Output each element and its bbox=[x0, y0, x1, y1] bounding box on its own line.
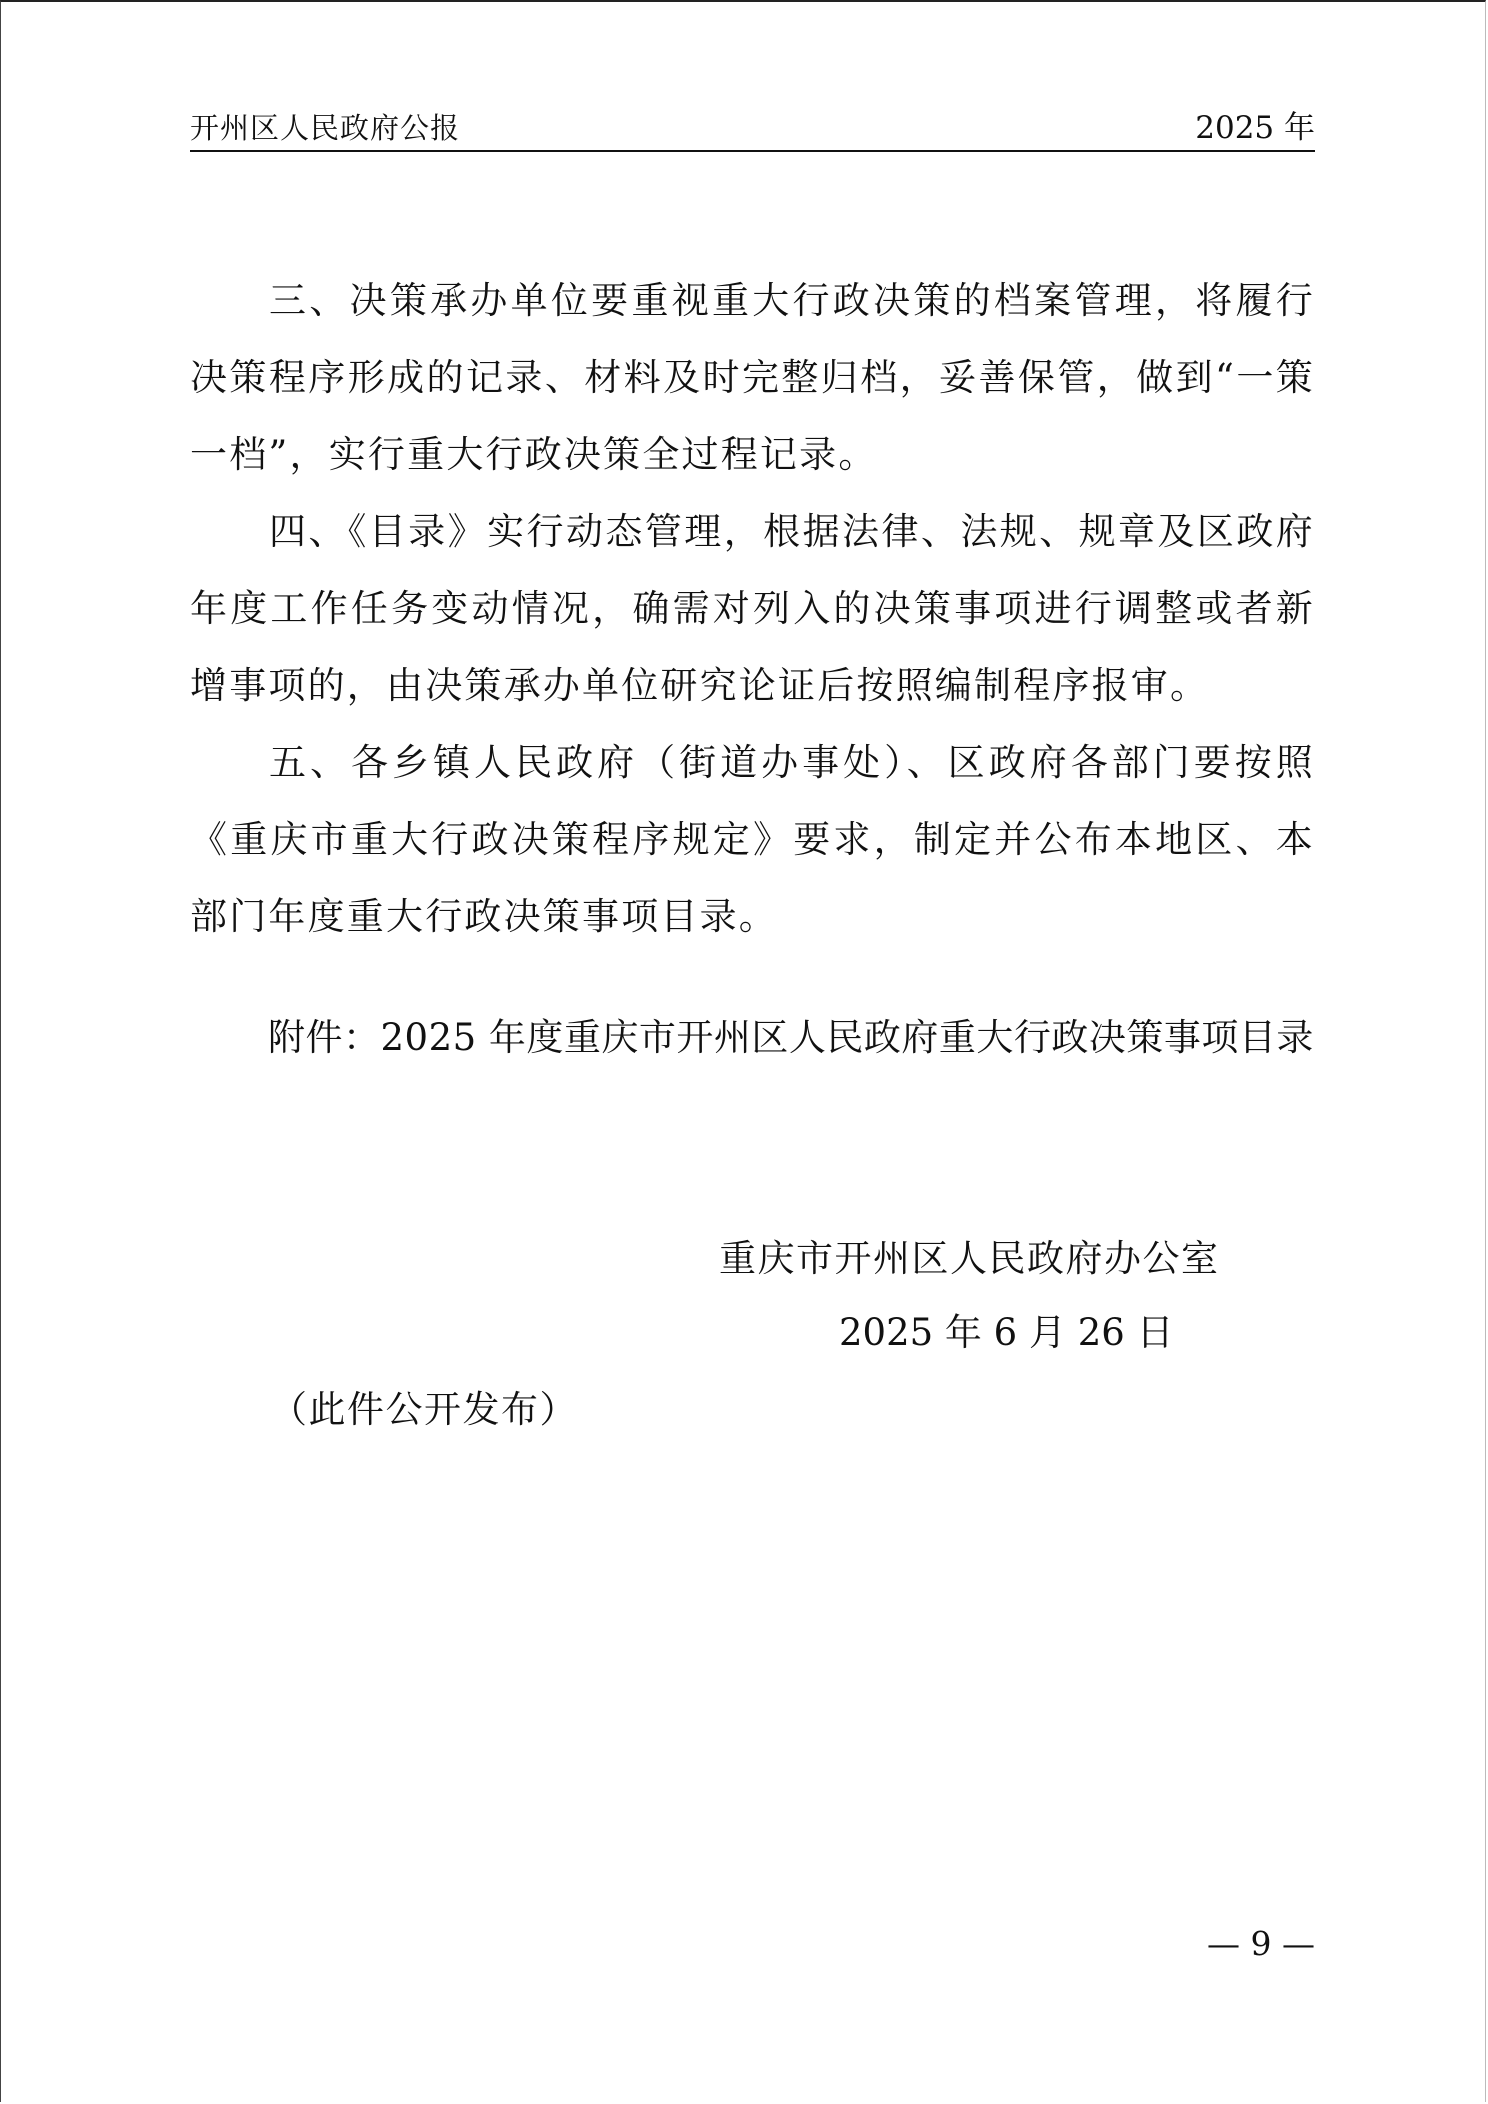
attachment-line: 附件：2025 年度重庆市开州区人民政府重大行政决策事项目录 bbox=[268, 1016, 1314, 1059]
page-number: — 9 — bbox=[1207, 1924, 1315, 1963]
paragraph-five: 五、各乡镇人民政府（街道办事处）、区政府各部门要按照《重庆市重大行政决策程序规定》要求，制定并公布本地区、本部门年度重大行政决策事项目录。 bbox=[190, 741, 1315, 938]
publish-note: （此件公开发布） bbox=[270, 1388, 578, 1431]
issuing-organization: 重庆市开州区人民政府办公室 bbox=[719, 1237, 1220, 1280]
paragraph-three: 三、决策承办单位要重视重大行政决策的档案管理，将履行决策程序形成的记录、材料及时完整归档，妥善保管，做到“一策一档”，实行重大行政决策全过程记录。 bbox=[190, 279, 1315, 476]
issue-date: 2025 年 6 月 26 日 bbox=[839, 1311, 1174, 1354]
document-body bbox=[190, 262, 1315, 955]
header-rule bbox=[190, 150, 1315, 152]
publication-year: 2025 年 bbox=[1195, 110, 1315, 146]
paragraph-four: 四、《目录》实行动态管理，根据法律、法规、规章及区政府年度工作任务变动情况，确需对列入的决策事项进行调整或者新增事项的，由决策承办单位研究论证后按照编制程序报审。 bbox=[190, 510, 1315, 707]
page-header bbox=[190, 108, 1315, 152]
publication-title: 开州区人民政府公报 bbox=[190, 111, 461, 145]
